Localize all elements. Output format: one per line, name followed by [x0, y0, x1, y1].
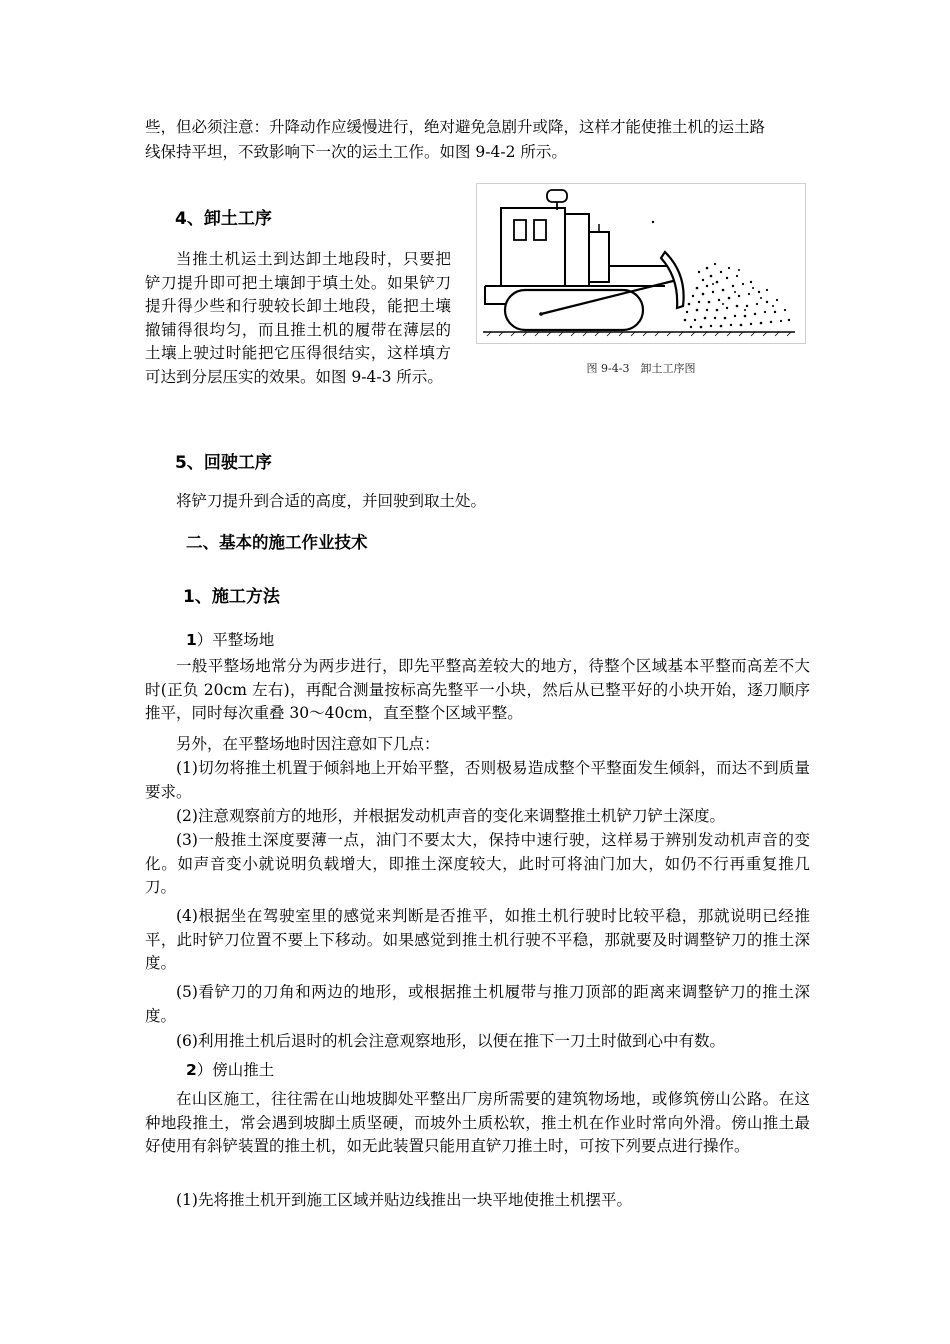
note-item-4: (4)根据坐在驾驶室里的感觉来判断是否推平，如推土机行驶时比较平稳，那就说明已经推平，此时铲刀位置不要上下移动。如果感觉到推土机行驶不平稳，那就要及时调整铲刀的推土深度。	[145, 907, 810, 972]
paragraph-mountain: 在山区施工，往往需在山地坡脚处平整出厂房所需要的建筑物场地，或修筑傍山公路。在这种地段推土，常会遇到坡脚土质坚硬，而坡外土质松软，推土机在作业时常向外滑。傍山推土最好使用有斜铲装置的推土机，如无此装置只能用直铲刀推土时，可按下列要点进行操作。	[145, 1090, 810, 1155]
note-item-1: (1)切勿将推土机置于倾斜地上开始平整，否则极易造成整个平整面发生倾斜，而达不到质量要求。	[145, 759, 810, 801]
note-item-5: (5)看铲刀的刀角和两边的地形，或根据推土机履带与推刀顶部的距离来调整铲刀的推土深度。	[145, 983, 810, 1025]
sub-heading-mountain	[186, 1058, 274, 1080]
paragraph-notes-intro: 另外，在平整场地时因注意如下几点：	[176, 735, 440, 753]
sub-heading-text: ）傍山推土	[196, 1061, 275, 1079]
bulldozer-figure	[476, 183, 806, 344]
sub-heading-number: 2	[186, 1061, 197, 1079]
section-4-body: 当推土机运土到达卸土地段时，只要把铲刀提升即可把土壤卸于填土处。如果铲刀提升得少些和行驶较长卸土地段，能把土壤撤铺得很均匀，而且推土机的履带在薄层的土壤上驶过时能把它压得很结实，这样填方可达到分层压实的效果。如图 9-4-3 所示。	[145, 250, 451, 386]
figure-caption: 图 9-4-3 卸土工序图	[586, 362, 696, 375]
intro-line-1: 些，但必须注意：升降动作应缓慢进行，绝对避免急剧升或降，这样才能使推土机的运土路	[145, 118, 766, 136]
paragraph-level-site: 一般平整场地常分为两步进行，即先平整高差较大的地方，待整个区域基本平整而高差不大时(正负 20cm 左右)，再配合测量按标高先整平一小块，然后从已整平好的小块开始，逐刀顺序推平，同时每次重叠 30～40cm，直至整个区域平整。	[145, 657, 810, 722]
note-item-6: (6)利用推土机后退时的机会注意观察地形，以便在推下一刀土时做到心中有数。	[176, 1032, 725, 1050]
sub-heading-number: 1	[186, 631, 197, 649]
method-heading: 1、施工方法	[183, 587, 280, 607]
bulldozer-unloading-illustration-icon	[477, 184, 805, 343]
section-5-heading: 5、回驶工序	[175, 453, 272, 473]
section-5-body: 将铲刀提升到合适的高度，并回驶到取土处。	[176, 492, 487, 510]
note-item-2: (2)注意观察前方的地形，并根据发动机声音的变化来调整推土机铲刀铲土深度。	[176, 807, 725, 825]
part-2-heading: 二、基本的施工作业技术	[186, 533, 368, 552]
section-4-heading: 4、卸土工序	[175, 209, 272, 229]
sub-heading-level-site	[186, 628, 274, 650]
intro-line-2: 线保持平坦，不致影响下一次的运土工作。如图 9-4-2 所示。	[145, 143, 567, 161]
note-item-3: (3)一般推土深度要薄一点，油门不要太大，保持中速行驶，这样易于辨别发动机声音的变化。如声音变小就说明负载增大，即推土深度较大，此时可将油门加大，如仍不行再重复推几刀。	[145, 831, 810, 896]
sub-heading-text: ）平整场地	[196, 631, 275, 649]
paragraph-mountain-step-1: (1)先将推土机开到施工区域并贴边线推出一块平地使推土机摆平。	[176, 1191, 632, 1209]
